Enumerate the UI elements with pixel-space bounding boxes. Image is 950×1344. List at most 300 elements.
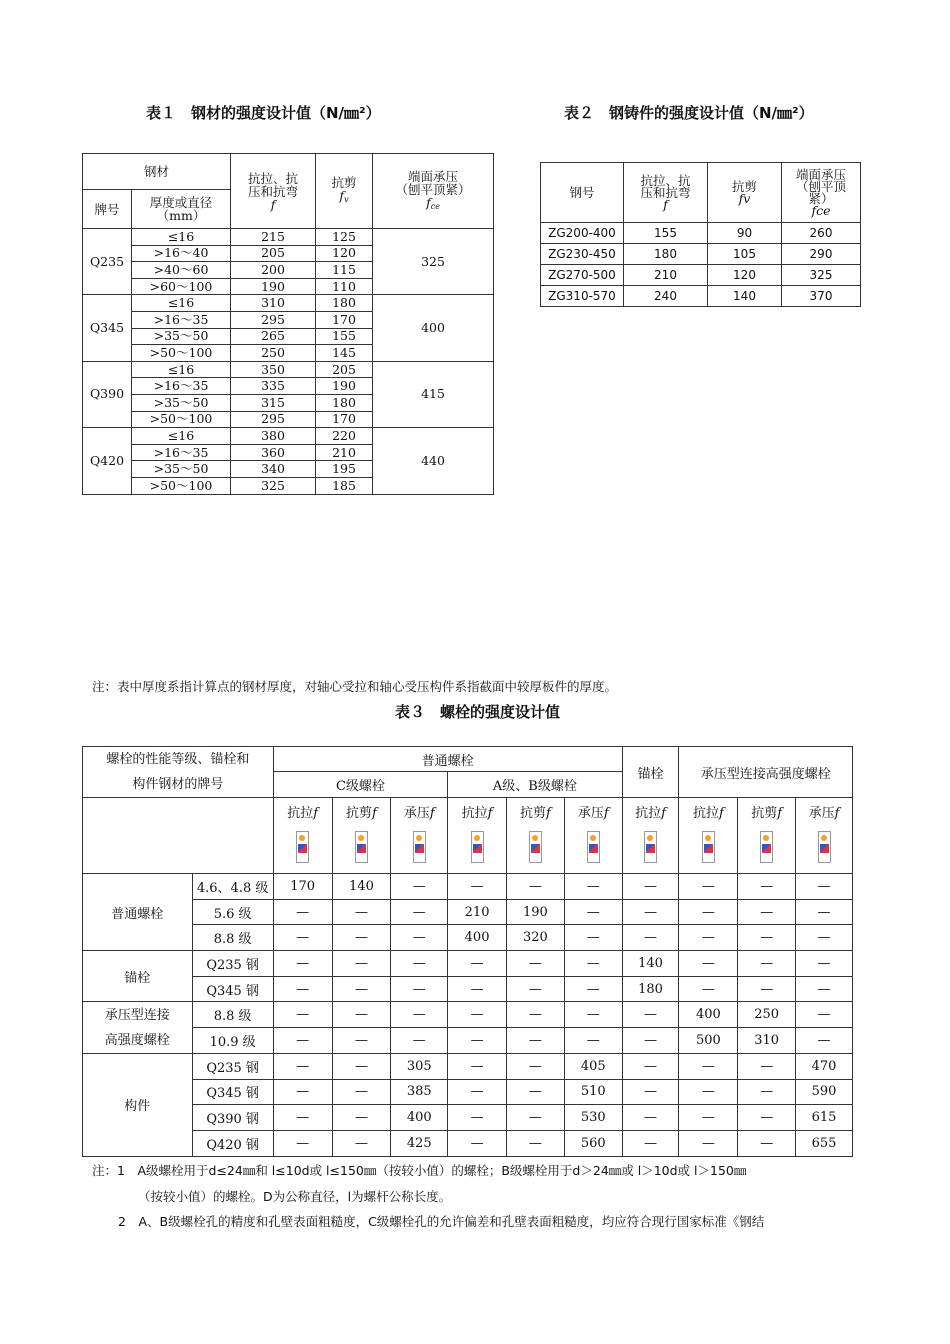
strength-symbol: f: [718, 806, 724, 821]
strength-value: —: [506, 1105, 564, 1131]
strength-value: 305: [391, 1053, 448, 1079]
strength-value: —: [796, 1028, 853, 1054]
steel-grade: Q390: [83, 361, 132, 427]
grade-label: Q235 钢: [192, 1053, 273, 1079]
strength-value: —: [506, 976, 564, 1002]
steel-grade: Q420: [83, 428, 132, 494]
strength-symbol: f: [603, 806, 609, 821]
strength-value: —: [391, 951, 448, 977]
header-corner-line2: 构件钢材的牌号: [132, 777, 224, 792]
formula-image-icon: [413, 831, 426, 863]
header-tension-line2: 压和抗弯: [640, 184, 691, 200]
table-row: [83, 1053, 853, 1079]
table-row: [541, 223, 861, 244]
strength-value: —: [448, 1079, 507, 1105]
header-bearing-line1: 端面承压: [795, 166, 846, 182]
strength-value: 170: [273, 874, 332, 900]
table-row: [83, 295, 494, 312]
strength-value: —: [448, 951, 507, 977]
table-row: [83, 925, 853, 951]
header-bearing-line2: （刨平顶: [795, 178, 846, 194]
tension-value: 295: [231, 411, 316, 428]
thickness-range: >50～100: [132, 477, 231, 494]
strength-value: —: [273, 925, 332, 951]
table3-note-1: 注：1 A级螺栓用于d≤24㎜和 l≤10d或 l≤150㎜（按较小值）的螺栓；B级螺栓用于d＞24㎜或 l＞10d或 l＞150㎜: [92, 1163, 747, 1178]
tension-value: 190: [231, 278, 316, 295]
strength-value: —: [332, 1028, 391, 1054]
strength-value: 180: [622, 976, 679, 1002]
strength-value: —: [273, 1028, 332, 1054]
strength-value: —: [273, 1053, 332, 1079]
formula-image-icon: [296, 831, 309, 863]
thickness-range: >35～50: [132, 328, 231, 345]
grade-label: Q235 钢: [192, 951, 273, 977]
strength-value: 400: [448, 925, 507, 951]
table-row: [83, 874, 853, 900]
header-blank: [83, 798, 274, 874]
strength-value: —: [738, 874, 796, 900]
strength-type-label: 抗拉: [287, 806, 314, 821]
strength-value: —: [448, 1130, 507, 1156]
bearing-value: 325: [782, 265, 861, 286]
strength-value: 190: [506, 899, 564, 925]
shear-value: 180: [316, 394, 373, 411]
strength-value: —: [506, 1079, 564, 1105]
strength-type-header: [332, 798, 391, 874]
shear-value: 125: [316, 229, 373, 246]
strength-value: 405: [564, 1053, 622, 1079]
header-bearing-symbol: f: [426, 194, 431, 210]
strength-type-label: 抗拉: [692, 806, 719, 821]
bolt-category: 构件: [83, 1053, 193, 1156]
table-row: [83, 229, 494, 246]
thickness-range: >16～40: [132, 245, 231, 262]
strength-value: 210: [448, 899, 507, 925]
thickness-range: >50～100: [132, 411, 231, 428]
strength-value: —: [506, 1028, 564, 1054]
bolt-category: 锚栓: [83, 951, 193, 1002]
strength-value: —: [273, 976, 332, 1002]
grade-label: 5.6 级: [192, 899, 273, 925]
tension-value: 350: [231, 361, 316, 378]
tension-value: 340: [231, 461, 316, 478]
strength-value: —: [622, 1053, 679, 1079]
steel-grade: ZG270-500: [541, 265, 624, 286]
strength-type-header: [506, 798, 564, 874]
strength-value: —: [391, 1028, 448, 1054]
strength-value: —: [679, 1105, 738, 1131]
strength-type-label: 抗剪: [346, 806, 373, 821]
header-grade: 牌号: [83, 190, 132, 229]
header-bearing-line3: 紧）: [808, 190, 834, 206]
strength-value: —: [622, 1002, 679, 1028]
steel-grade: ZG310-570: [541, 286, 624, 307]
strength-value: —: [796, 951, 853, 977]
shear-value: 145: [316, 345, 373, 362]
shear-value: 115: [316, 262, 373, 279]
thickness-range: >16～35: [132, 378, 231, 395]
table-row: [83, 1130, 853, 1156]
table-row: [83, 1028, 853, 1054]
strength-value: —: [332, 1053, 391, 1079]
strength-symbol: f: [661, 806, 666, 821]
strength-value: —: [679, 874, 738, 900]
thickness-range: ≤16: [132, 295, 231, 312]
strength-value: —: [738, 899, 796, 925]
strength-value: —: [564, 874, 622, 900]
strength-value: —: [622, 1105, 679, 1131]
strength-value: —: [738, 1130, 796, 1156]
strength-value: —: [738, 1079, 796, 1105]
strength-value: —: [622, 874, 679, 900]
thickness-range: >40～60: [132, 262, 231, 279]
strength-value: —: [273, 951, 332, 977]
strength-value: 425: [391, 1130, 448, 1156]
strength-value: —: [796, 874, 853, 900]
grade-label: Q420 钢: [192, 1130, 273, 1156]
table-row: [83, 361, 494, 378]
tension-value: 210: [624, 265, 708, 286]
strength-value: 400: [391, 1105, 448, 1131]
header-class-ab: A级、B级螺栓: [448, 772, 623, 798]
thickness-range: >35～50: [132, 394, 231, 411]
header-tension-line2: 压和抗弯: [248, 183, 299, 199]
strength-type-label: 承压: [808, 806, 835, 821]
cast-steel-strength-table: [540, 162, 861, 307]
table-row: [541, 244, 861, 265]
strength-value: 400: [679, 1002, 738, 1028]
strength-value: 590: [796, 1079, 853, 1105]
header-shear-symbol: fv: [738, 190, 751, 206]
strength-value: —: [564, 976, 622, 1002]
grade-label: Q390 钢: [192, 1105, 273, 1131]
strength-value: —: [332, 899, 391, 925]
tension-value: 315: [231, 394, 316, 411]
header-shear: [708, 163, 782, 223]
shear-value: 170: [316, 311, 373, 328]
strength-value: —: [448, 1053, 507, 1079]
tension-value: 335: [231, 378, 316, 395]
header-shear-label: 抗剪: [331, 175, 357, 190]
strength-value: 500: [679, 1028, 738, 1054]
steel-grade: Q345: [83, 295, 132, 361]
strength-type-header: [679, 798, 738, 874]
header-bearing-line2: （刨平顶紧）: [395, 181, 471, 197]
header-tension-symbol: f: [663, 196, 668, 212]
strength-value: —: [332, 1105, 391, 1131]
shear-value: 210: [316, 444, 373, 461]
shear-value: 140: [708, 286, 782, 307]
strength-type-label: 抗剪: [751, 806, 778, 821]
tension-value: 265: [231, 328, 316, 345]
bearing-value: 400: [373, 295, 494, 361]
strength-type-header: [448, 798, 507, 874]
shear-value: 205: [316, 361, 373, 378]
strength-value: —: [738, 951, 796, 977]
tension-value: 250: [231, 345, 316, 362]
shear-value: 190: [316, 378, 373, 395]
strength-symbol: f: [545, 806, 551, 821]
grade-label: 10.9 级: [192, 1028, 273, 1054]
strength-value: —: [448, 976, 507, 1002]
strength-value: —: [448, 1028, 507, 1054]
table1-footnote: 注：表中厚度系指计算点的钢材厚度，对轴心受拉和轴心受压构件系指截面中较厚板件的厚度。: [92, 679, 618, 694]
strength-value: —: [796, 1002, 853, 1028]
grade-label: 8.8 级: [192, 925, 273, 951]
strength-type-label: 抗剪: [519, 806, 546, 821]
strength-type-header: [273, 798, 332, 874]
formula-image-icon: [529, 831, 542, 863]
strength-value: —: [622, 1079, 679, 1105]
strength-value: —: [273, 1079, 332, 1105]
thickness-range: >16～35: [132, 444, 231, 461]
strength-value: 140: [622, 951, 679, 977]
shear-value: 180: [316, 295, 373, 312]
strength-symbol: f: [429, 806, 435, 821]
formula-image-icon: [355, 831, 368, 863]
grade-label: 8.8 级: [192, 1002, 273, 1028]
header-tension-symbol: f: [270, 196, 276, 212]
strength-value: —: [332, 951, 391, 977]
table3-note-1-cont: （按较小值）的螺栓。D为公称直径，l为螺杆公称长度。: [138, 1189, 452, 1204]
shear-value: 120: [708, 265, 782, 286]
bearing-value: 415: [373, 361, 494, 427]
strength-value: 140: [332, 874, 391, 900]
strength-value: —: [564, 1002, 622, 1028]
header-steel: 钢材: [83, 154, 231, 190]
strength-type-label: 抗拉: [635, 806, 662, 821]
table-row: [83, 951, 853, 977]
header-class-c: C级螺栓: [273, 772, 447, 798]
bearing-value: 370: [782, 286, 861, 307]
strength-value: 530: [564, 1105, 622, 1131]
tension-value: 180: [624, 244, 708, 265]
thickness-range: >50～100: [132, 345, 231, 362]
strength-value: 250: [738, 1002, 796, 1028]
strength-value: —: [622, 1130, 679, 1156]
shear-value: 195: [316, 461, 373, 478]
shear-value: 185: [316, 477, 373, 494]
strength-type-header: [738, 798, 796, 874]
header-bearing-symbol: fce: [811, 202, 831, 218]
header-bearing: [373, 154, 494, 229]
strength-value: —: [273, 1002, 332, 1028]
table3-title: 表３ 螺栓的强度设计值: [395, 703, 561, 721]
strength-type-label: 抗拉: [461, 806, 488, 821]
header-tension-line1: 抗拉、抗: [248, 170, 299, 186]
strength-value: —: [679, 951, 738, 977]
header-shear-sub: v: [344, 195, 349, 204]
formula-image-icon: [471, 831, 484, 863]
tension-value: 295: [231, 311, 316, 328]
bearing-value: 290: [782, 244, 861, 265]
strength-value: —: [738, 1105, 796, 1131]
strength-type-header: [622, 798, 679, 874]
tension-value: 310: [231, 295, 316, 312]
strength-symbol: f: [372, 806, 377, 821]
strength-value: —: [564, 899, 622, 925]
strength-value: —: [332, 976, 391, 1002]
strength-value: —: [679, 1079, 738, 1105]
strength-value: —: [448, 1105, 507, 1131]
strength-value: 470: [796, 1053, 853, 1079]
strength-value: —: [391, 976, 448, 1002]
strength-type-header: [564, 798, 622, 874]
strength-symbol: f: [313, 806, 319, 821]
tension-value: 325: [231, 477, 316, 494]
header-ordinary-bolt: 普通螺栓: [273, 747, 622, 772]
strength-value: —: [332, 925, 391, 951]
strength-value: —: [679, 899, 738, 925]
strength-value: —: [332, 1079, 391, 1105]
grade-label: Q345 钢: [192, 1079, 273, 1105]
strength-value: —: [679, 976, 738, 1002]
table-row: [83, 1002, 853, 1028]
header-anchor-bolt: 锚栓: [622, 747, 679, 798]
shear-value: 170: [316, 411, 373, 428]
strength-value: —: [448, 1002, 507, 1028]
bearing-value: 325: [373, 229, 494, 295]
strength-value: 310: [738, 1028, 796, 1054]
header-shear-label: 抗剪: [731, 178, 757, 194]
shear-value: 105: [708, 244, 782, 265]
header-tension: [624, 163, 708, 223]
strength-type-header: [391, 798, 448, 874]
strength-value: —: [506, 1130, 564, 1156]
table3-note-2: 2 A、B级螺栓孔的精度和孔壁表面粗糙度，C级螺栓孔的允许偏差和孔壁表面粗糙度，均应符合现行国家标准《钢结: [118, 1214, 765, 1229]
strength-value: —: [738, 976, 796, 1002]
strength-value: —: [796, 899, 853, 925]
strength-value: —: [622, 925, 679, 951]
thickness-range: ≤16: [132, 428, 231, 445]
strength-type-label: 承压: [577, 806, 604, 821]
strength-value: —: [506, 1002, 564, 1028]
header-bearing-line1: 端面承压: [408, 168, 459, 184]
tension-value: 380: [231, 428, 316, 445]
table-row: [83, 1105, 853, 1131]
strength-value: —: [679, 1130, 738, 1156]
formula-image-icon: [760, 831, 773, 863]
shear-value: 220: [316, 428, 373, 445]
strength-value: —: [273, 1105, 332, 1131]
thickness-range: >16～35: [132, 311, 231, 328]
tension-value: 240: [624, 286, 708, 307]
header-tension-line1: 抗拉、抗: [640, 172, 691, 188]
strength-value: —: [622, 899, 679, 925]
shear-value: 120: [316, 245, 373, 262]
tension-value: 155: [624, 223, 708, 244]
tension-value: 360: [231, 444, 316, 461]
bolt-strength-table: [82, 746, 853, 1157]
strength-value: —: [391, 1002, 448, 1028]
strength-value: —: [332, 1130, 391, 1156]
grade-label: 4.6、4.8 级: [192, 874, 273, 900]
formula-image-icon: [644, 831, 657, 863]
strength-value: —: [273, 899, 332, 925]
table2-title: 表２ 钢铸件的强度设计值（N/㎜²）: [564, 104, 814, 122]
strength-value: —: [391, 874, 448, 900]
bolt-category-line2: 高强度螺栓: [104, 1032, 170, 1048]
strength-value: —: [448, 874, 507, 900]
strength-value: 385: [391, 1079, 448, 1105]
thickness-range: ≤16: [132, 229, 231, 246]
strength-value: —: [506, 1053, 564, 1079]
header-tension: [231, 154, 316, 229]
strength-value: —: [391, 925, 448, 951]
thickness-range: >35～50: [132, 461, 231, 478]
header-corner: [83, 747, 274, 798]
strength-value: —: [679, 1053, 738, 1079]
strength-value: 560: [564, 1130, 622, 1156]
strength-value: —: [796, 976, 853, 1002]
shear-value: 155: [316, 328, 373, 345]
table-row: [541, 286, 861, 307]
strength-value: 320: [506, 925, 564, 951]
strength-value: —: [273, 1130, 332, 1156]
strength-type-header: [796, 798, 853, 874]
strength-value: —: [738, 925, 796, 951]
strength-value: 655: [796, 1130, 853, 1156]
formula-image-icon: [587, 831, 600, 863]
table1-title: 表１ 钢材的强度设计值（N/㎜²）: [146, 104, 381, 122]
header-corner-line1: 螺栓的性能等级、锚栓和: [106, 752, 250, 767]
tension-value: 200: [231, 262, 316, 279]
strength-value: —: [506, 951, 564, 977]
table-row: [541, 265, 861, 286]
header-shear-symbol: f: [339, 188, 345, 203]
bolt-category: [83, 1002, 193, 1053]
header-shear: [316, 154, 373, 229]
steel-grade: Q235: [83, 229, 132, 295]
header-grade: 钢号: [541, 163, 624, 223]
strength-type-label: 承压: [403, 806, 430, 821]
strength-value: 615: [796, 1105, 853, 1131]
steel-grade: ZG230-450: [541, 244, 624, 265]
header-high-strength-bolt: 承压型连接高强度螺栓: [679, 747, 853, 798]
table-row: [83, 976, 853, 1002]
thickness-range: ≤16: [132, 361, 231, 378]
bearing-value: 440: [373, 428, 494, 494]
table-row: [83, 428, 494, 445]
strength-value: —: [679, 925, 738, 951]
strength-value: 510: [564, 1079, 622, 1105]
bearing-value: 260: [782, 223, 861, 244]
steel-strength-table: [82, 153, 494, 495]
strength-value: —: [622, 1028, 679, 1054]
shear-value: 90: [708, 223, 782, 244]
tension-value: 205: [231, 245, 316, 262]
thickness-range: >60～100: [132, 278, 231, 295]
table-row: [83, 899, 853, 925]
bolt-category: 普通螺栓: [83, 874, 193, 951]
strength-value: —: [506, 874, 564, 900]
header-bearing: [782, 163, 861, 223]
header-bearing-sub: ce: [430, 201, 440, 211]
tension-value: 215: [231, 229, 316, 246]
strength-value: —: [738, 1053, 796, 1079]
strength-value: —: [564, 1028, 622, 1054]
strength-symbol: f: [777, 806, 783, 821]
formula-image-icon: [818, 831, 831, 863]
shear-value: 110: [316, 278, 373, 295]
strength-value: —: [564, 925, 622, 951]
bolt-category-line1: 承压型连接: [104, 1007, 170, 1023]
strength-value: —: [332, 1002, 391, 1028]
strength-value: —: [391, 899, 448, 925]
strength-value: —: [796, 925, 853, 951]
table-row: [83, 1079, 853, 1105]
strength-symbol: f: [487, 806, 493, 821]
